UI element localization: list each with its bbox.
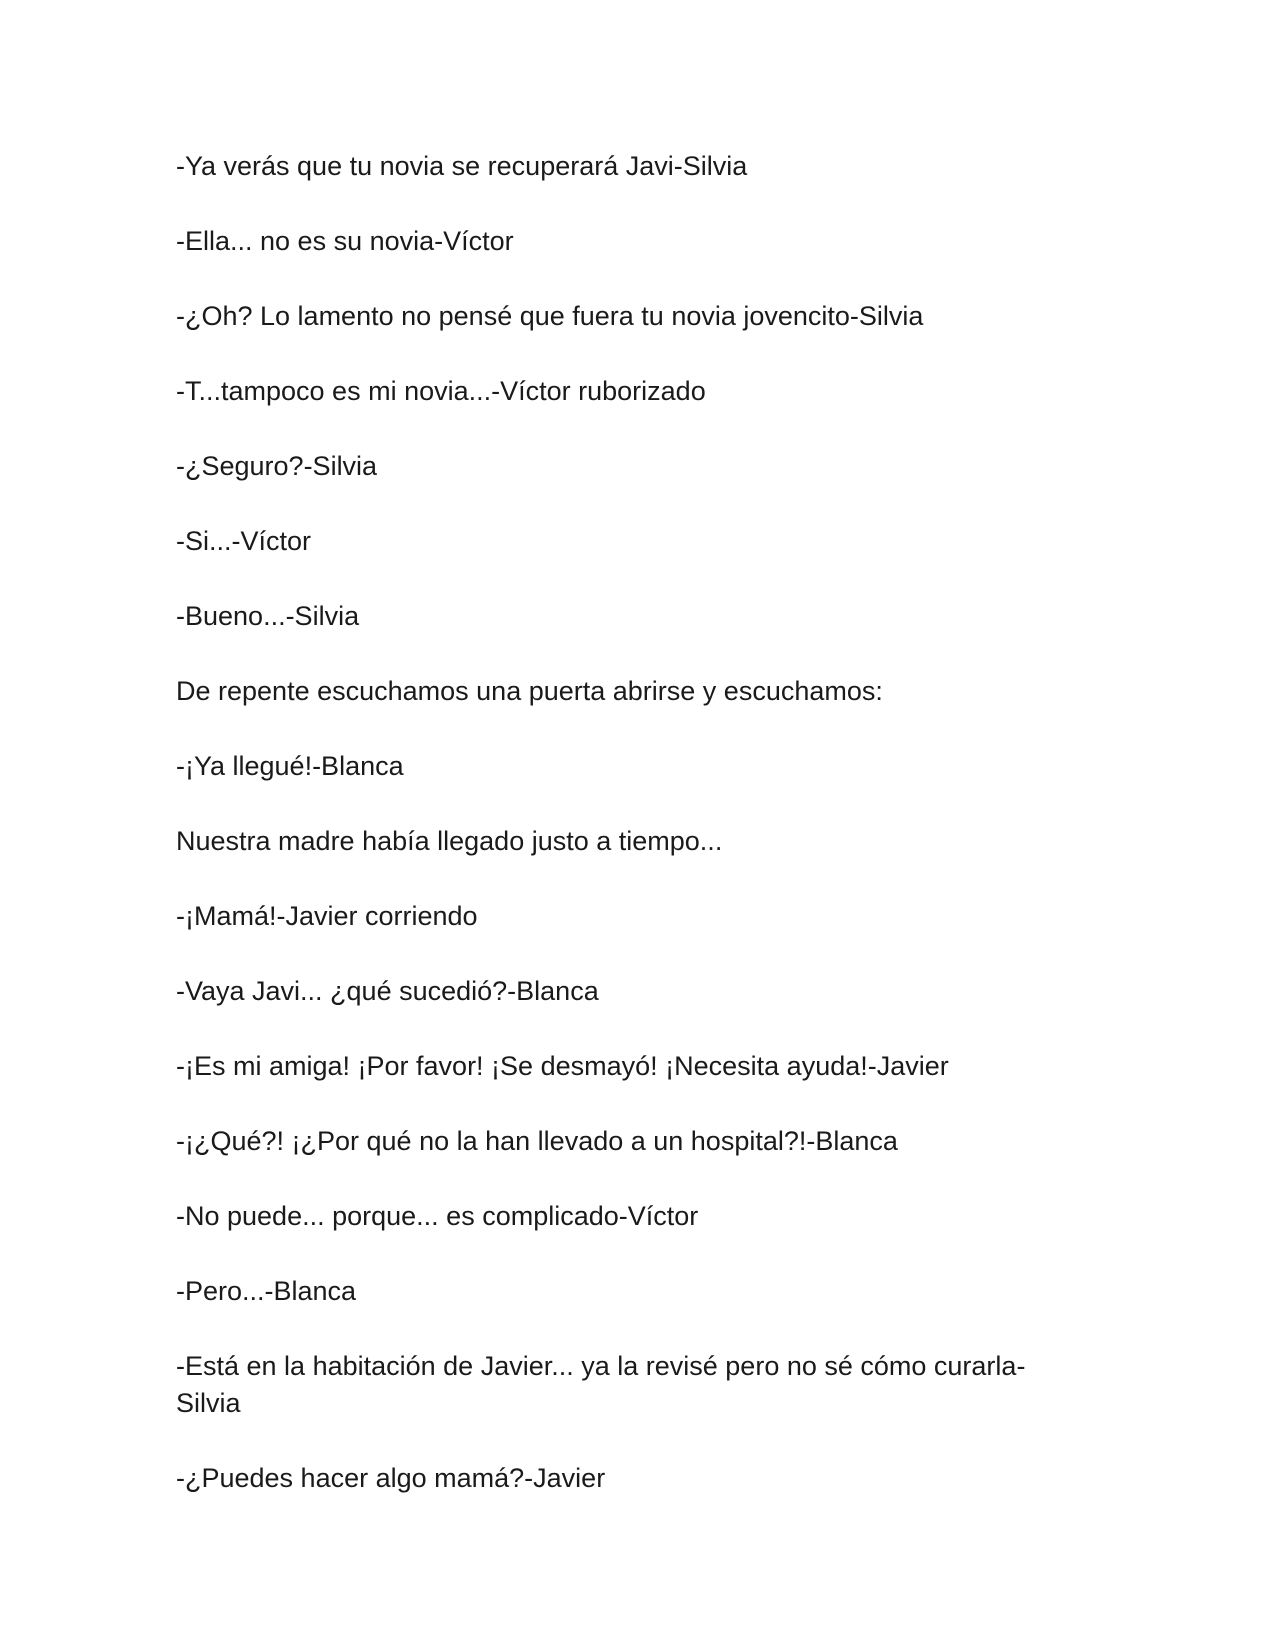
paragraph-14: -¡¿Qué?! ¡¿Por qué no la han llevado a un hospital?!-Blanca <box>176 1126 898 1156</box>
paragraph-17: -Está en la habitación de Javier... ya la revisé pero no sé cómo curarla- Silvia <box>176 1351 1026 1418</box>
paragraph-2: -Ella... no es su novia-Víctor <box>176 226 514 256</box>
paragraph-8: De repente escuchamos una puerta abrirse y escuchamos: <box>176 676 883 706</box>
paragraph-4: -T...tampoco es mi novia...-Víctor ruborizado <box>176 376 706 406</box>
paragraph-15: -No puede... porque... es complicado-Víctor <box>176 1201 699 1231</box>
paragraph-5: -¿Seguro?-Silvia <box>176 451 378 481</box>
paragraph-10: Nuestra madre había llegado justo a tiempo... <box>176 826 723 856</box>
paragraph-13: -¡Es mi amiga! ¡Por favor! ¡Se desmayó! ¡Necesita ayuda!-Javier <box>176 1051 949 1081</box>
paragraph-3: -¿Oh? Lo lamento no pensé que fuera tu novia jovencito-Silvia <box>176 301 924 331</box>
paragraph-12: -Vaya Javi... ¿qué sucedió?-Blanca <box>176 976 599 1006</box>
document-body <box>176 148 1076 1535</box>
paragraph-16: -Pero...-Blanca <box>176 1276 357 1306</box>
paragraph-11: -¡Mamá!-Javier corriendo <box>176 901 478 931</box>
paragraph-6: -Si...-Víctor <box>176 526 312 556</box>
paragraph-7: -Bueno...-Silvia <box>176 601 360 631</box>
paragraph-1: -Ya verás que tu novia se recuperará Javi-Silvia <box>176 151 748 181</box>
paragraph-9: -¡Ya llegué!-Blanca <box>176 751 404 781</box>
paragraph-18: -¿Puedes hacer algo mamá?-Javier <box>176 1463 606 1493</box>
